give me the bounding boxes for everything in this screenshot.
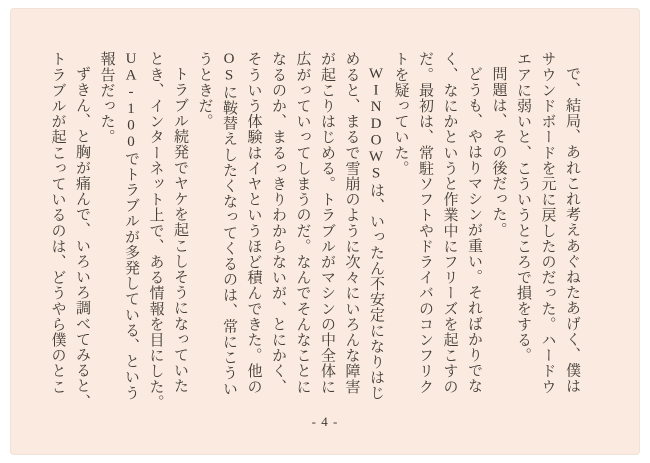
book-page bbox=[10, 8, 640, 455]
text-column: なるのか、まるっきりわからないが、とにかく、 bbox=[270, 51, 286, 395]
text-column: どうも、やはりマシンが重い。そればかりでな bbox=[466, 66, 482, 394]
text-column: トラブルが起こっているのは、どうやら僕のとこ bbox=[49, 51, 66, 395]
text-column: サウンドボードを元に戻したのだった。ハードウ bbox=[539, 51, 556, 395]
text-column: 報告だった。 bbox=[98, 51, 115, 145]
text-column: エアに弱いと、こういうところで損をする。 bbox=[515, 51, 531, 363]
text-column: そういう体験はイヤというほど積んできた。他の bbox=[245, 51, 262, 395]
page-number: - 4 - bbox=[311, 414, 339, 429]
text-column: トラブル続発でヤケを起こしそうになっていた bbox=[172, 66, 188, 394]
text-column: UA-100でトラブルが多発している、という bbox=[123, 51, 139, 401]
text-column: WINDOWSは、いったん不安定になりはじ bbox=[368, 66, 384, 401]
text-column: とき、インターネット上で、ある情報を目にした。 bbox=[147, 51, 164, 410]
text-column: だ。最初は、常駐ソフトやドライバのコンフリク bbox=[417, 51, 433, 395]
text-column: で、結局、あれこれ考えあぐねたあげく、僕は bbox=[564, 66, 580, 394]
text-column: OSに鞍替えしたくなってくるのは、常にこうい bbox=[221, 51, 237, 397]
text-column: 広がっていってしまうのだ。なんでそんなことに bbox=[294, 51, 311, 395]
text-column: トを疑っていた。 bbox=[392, 51, 409, 176]
text-column: ずきん、と胸が痛んで、いろいろ調べてみると、 bbox=[74, 66, 90, 410]
text-column: うときだ。 bbox=[196, 51, 213, 129]
text-column: く、なにかというと作業中にフリーズを起こすの bbox=[441, 51, 458, 395]
text-column: が起こりはじめる。トラブルがマシンの中全体に bbox=[319, 51, 335, 395]
text-column: 問題は、その後だった。 bbox=[490, 66, 507, 238]
vertical-text-block bbox=[45, 51, 584, 410]
text-column: めると、まるで雪崩のように次々にいろんな障害 bbox=[343, 51, 360, 395]
